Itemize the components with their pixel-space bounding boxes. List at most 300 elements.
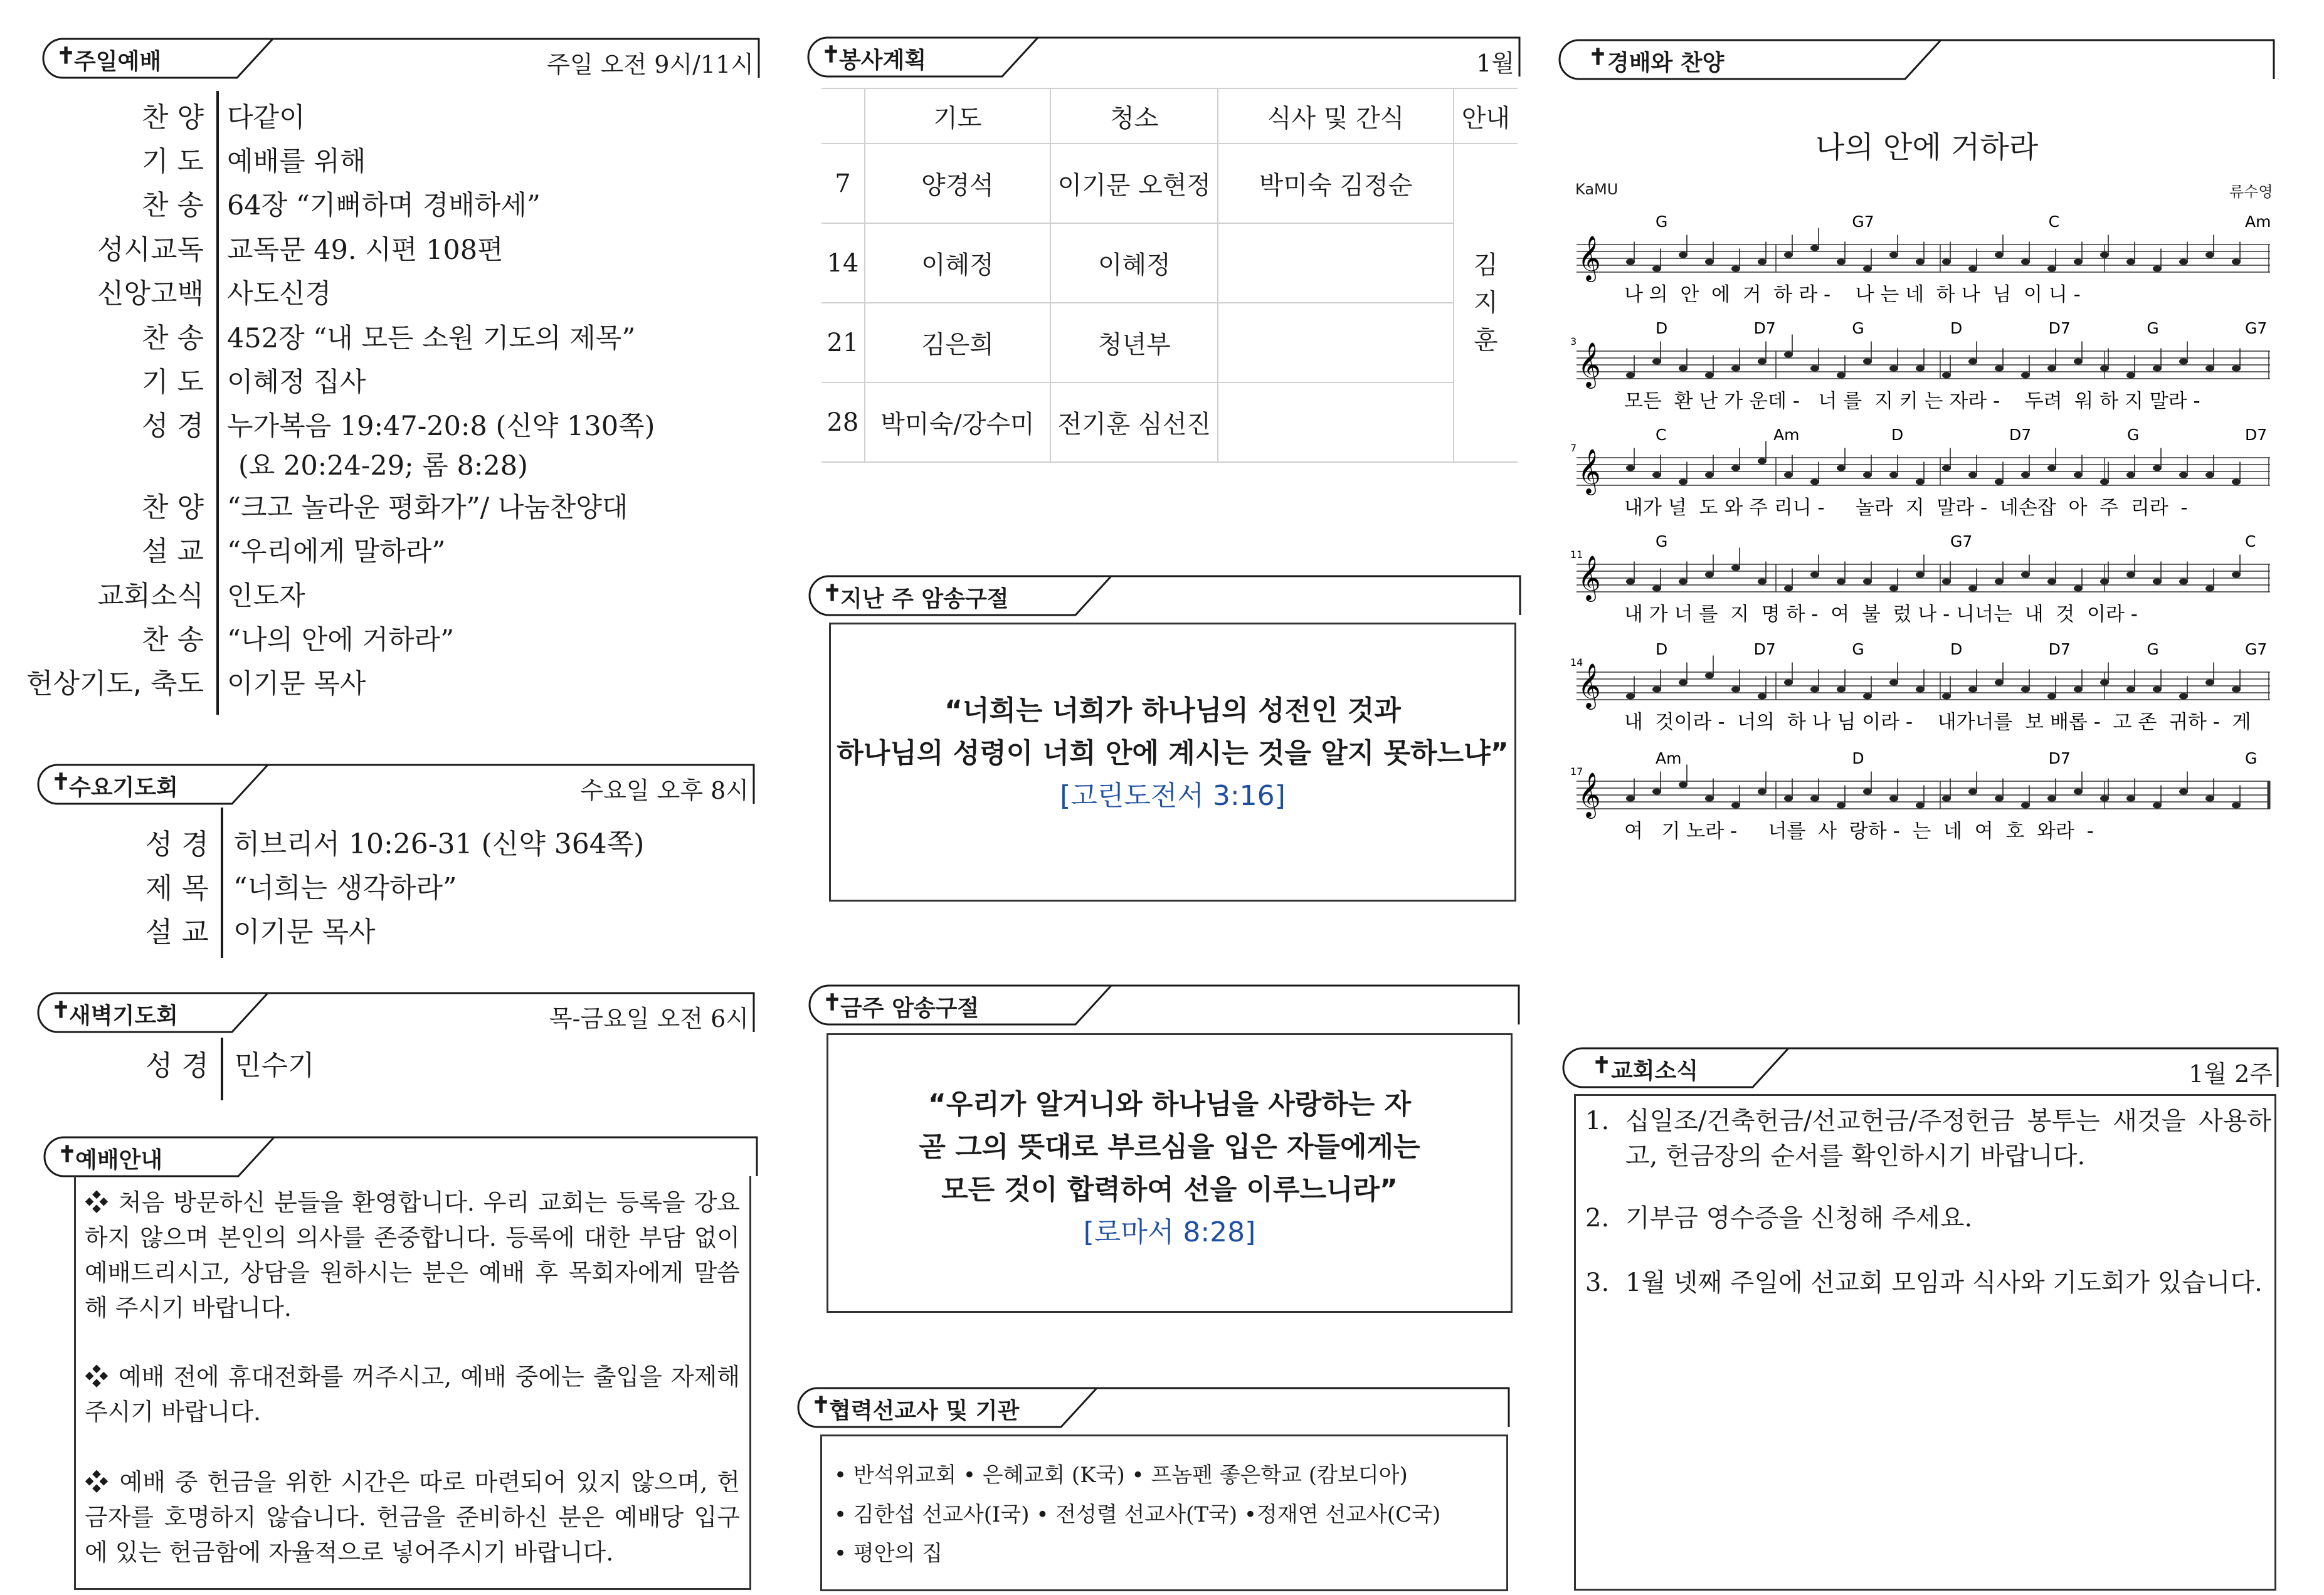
note-head [2126,472,2135,478]
section-title: 봉사계획 [839,48,927,73]
section-tab-last-verse [804,574,1520,615]
note-head [1916,572,1925,578]
mission-line: • 평안의 집 [834,1541,943,1566]
order-value: 이혜정 집사 [227,367,366,398]
table-row [821,144,1518,223]
guide-paragraph: ❖ 예배 중 헌금을 위한 시간은 따로 마련되어 있지 않으며, 헌금자를 호명하지 않습니다. 헌금을 준비하신 분은 예배당 입구에 있는 헌금함에 자율적으로 넣어주시기 바랍니다. [85,1468,740,1566]
guide-person-char: 김 [1474,251,1498,280]
chord-symbol: G [1852,319,1864,337]
guide-person-char: 훈 [1474,326,1498,355]
note-head [1705,673,1714,679]
song-publisher: KaMU [1575,181,1619,198]
note-head [2179,359,2188,365]
section-title: 예배안내 [75,1147,163,1173]
table-header: 식사 및 간식 [1218,88,1453,144]
note-head [1916,687,1925,693]
note-head [2047,366,2056,372]
note-head [1758,359,1767,365]
order-label: 찬 송 [142,624,204,656]
note-head [1942,693,1951,700]
order-label: 성 경 [145,828,209,861]
note-head [2074,687,2083,693]
chord-symbol: D7 [2009,426,2032,444]
order-label: 신앙고백 [97,278,204,310]
note-head [1679,252,1688,258]
note-head [2100,252,2109,258]
order-label: 찬 양 [142,102,204,134]
verse-reference: [고린도전서 3:16] [1060,780,1286,812]
order-value: “나의 안에 거하라” [227,624,455,656]
note-head [1679,579,1688,585]
note-head [1942,579,1951,585]
note-head [1810,245,1819,251]
meal-cell [1218,223,1453,303]
note-head [1784,680,1793,686]
note-head [1758,458,1767,465]
cross-icon: ✝ [58,1141,77,1167]
mission-line: • 김한섭 선교사(I국) • 전성렬 선교사(T국) •정재연 선교사(C국) [834,1502,1441,1527]
meal-cell: 박미숙 김정순 [1218,144,1453,223]
note-head [2205,366,2214,372]
chord-symbol: G [2245,749,2258,767]
note-head [1837,803,1846,809]
note-head [1731,366,1740,372]
verse-line: 모든 것이 합력하여 선을 이루느니라” [941,1174,1398,1206]
section-tab-dawn [33,991,754,1032]
treble-clef-icon: 𝄞 [1578,341,1601,387]
guide-person-cell [1454,144,1518,462]
note-head [1626,372,1635,379]
note-head [1731,465,1740,471]
note-head [2153,803,2162,809]
note-head [1889,586,1898,592]
verse-line: 하나님의 성령이 너희 안에 계시는 것을 알지 못하느냐” [837,737,1509,769]
table-header-row [821,88,1518,144]
order-value: “우리에게 말하라” [227,536,446,567]
note-head [2232,479,2241,485]
note-head [2126,687,2135,693]
section-tab-sunday [38,36,759,78]
score-svg [1568,201,2276,909]
verse-line: 곧 그의 뜻대로 부르심을 입은 자들에게는 [919,1131,1420,1163]
note-head [2074,586,2083,592]
table-header: 기도 [865,88,1050,144]
chord-symbol: D7 [2048,640,2071,658]
song-title: 나의 안에 거하라 [1815,130,2039,165]
note-head [1837,687,1846,693]
verse-reference: [로마서 8:28] [1083,1216,1256,1248]
order-label: 설 교 [142,535,204,567]
note-head [1758,693,1767,700]
lyrics-line: 내가 널 도 와 주 리니 - 놀라 지 말라 - 네손잡 아 주 리라 - [1624,497,2188,519]
note-head [1916,259,1925,265]
service-table [821,88,1518,463]
note-head [1810,366,1819,372]
note-head [1679,366,1688,372]
note-head [2232,366,2241,372]
note-head [1758,789,1767,795]
treble-clef-icon: 𝄞 [1578,662,1601,708]
chord-symbol: G7 [2245,319,2268,337]
staff-system [1570,532,2270,626]
news-text: 기부금 영수증을 신청해 주세요. [1625,1204,1973,1233]
chord-symbol: D [1852,749,1864,767]
note-head [1705,796,1714,802]
note-head [2153,465,2162,471]
day-cell: 14 [821,223,865,303]
treble-clef-icon: 𝄞 [1578,554,1601,600]
order-value: 이기문 목사 [227,668,366,700]
section-tab-worship-song [1554,38,2274,79]
chord-symbol: G [1852,640,1864,658]
staff-system [1577,213,2271,306]
order-label: 설 교 [145,915,209,949]
measure-number: 17 [1570,766,1583,777]
cross-icon: ✝ [1588,44,1608,70]
note-head [2205,472,2214,478]
chord-symbol: G [1656,213,1668,231]
cleaning-cell: 이기문 오현정 [1050,144,1218,223]
note-head [1942,259,1951,265]
note-head [1810,796,1819,802]
note-head [2047,266,2056,272]
note-head [2126,796,2135,802]
section-tab-wednesday [33,762,754,804]
note-head [1626,259,1635,265]
note-head [2126,572,2135,578]
note-head [1863,693,1872,700]
note-head [1652,359,1661,365]
order-value: 민수기 [235,1050,315,1082]
order-value: 452장 “내 모든 소원 기도의 제목” [227,323,636,354]
note-head [2021,372,2030,379]
note-head [2153,579,2162,585]
note-head [2047,796,2056,802]
note-head [1784,352,1793,358]
chord-symbol: C [2245,532,2256,550]
chord-symbol: D [1950,319,1963,337]
table-header [821,88,865,144]
note-head [1784,586,1793,592]
cross-icon: ✝ [56,43,76,69]
guide-paragraph: ❖ 예배 전에 휴대전화를 꺼주시고, 예배 중에는 출입을 자제해주시기 바랍니다. [85,1363,740,1426]
note-head [1916,366,1925,372]
day-cell: 7 [821,144,865,223]
cleaning-cell: 전기훈 심선진 [1050,382,1218,462]
verse-line: “너희는 너희가 하나님의 성전인 것과 [944,695,1401,727]
cross-icon: ✝ [1592,1052,1612,1078]
note-head [1705,259,1714,265]
lyrics-line: 내 가 너 를 지 명 하 - 여 불 렀 나 - 니너는 내 것 이라 - [1624,603,2138,626]
note-head [1995,579,2004,585]
cleaning-cell: 이혜정 [1050,223,1218,303]
note-head [1889,796,1898,802]
note-head [2205,796,2214,802]
verse-line: “우리가 알거니와 하나님을 사랑하는 자 [927,1088,1412,1120]
note-head [1889,680,1898,686]
order-label: 기 도 [142,145,204,177]
note-head [2100,479,2109,485]
last-verse-text [829,690,1516,818]
note-head [2153,687,2162,693]
note-head [1995,252,2004,258]
note-head [1731,565,1740,571]
section-time: 목-금요일 오전 6시 [549,1005,749,1033]
note-head [1837,465,1846,471]
section-title: 협력선교사 및 기관 [829,1398,1020,1424]
note-head [1731,687,1740,693]
order-value: 이기문 목사 [233,916,376,948]
prayer-cell: 양경석 [865,144,1050,223]
order-label: 성 경 [142,410,204,442]
note-head [2021,259,2030,265]
note-head [1863,579,1872,585]
section-title: 지난 주 암송구절 [840,586,1009,612]
treble-clef-icon: 𝄞 [1578,448,1601,493]
note-head [1968,789,1977,795]
chord-symbol: G [1656,532,1668,550]
chord-symbol: D [1656,640,1668,658]
note-head [1889,472,1898,478]
note-head [1942,372,1951,379]
song-composer: 류수영 [2229,183,2273,201]
table-row [821,382,1518,462]
order-label: 찬 송 [142,189,204,221]
order-value: “크고 놀라운 평화가”/ 나눔찬양대 [227,492,628,524]
section-title: 경배와 찬양 [1607,50,1725,76]
staff-system [1570,749,2270,843]
chord-symbol: D [1950,640,1963,658]
note-head [1916,803,1925,809]
note-head [2100,579,2109,585]
note-head [1731,803,1740,809]
note-head [1889,252,1898,258]
note-head [1942,796,1951,802]
note-head [1652,687,1661,693]
note-head [2047,465,2056,471]
meal-cell [1218,382,1453,462]
table-row [821,303,1518,382]
measure-number: 7 [1570,442,1577,454]
note-head [1784,796,1793,802]
measure-number: 3 [1570,335,1577,347]
note-head [2179,693,2188,700]
table-header: 안내 [1454,88,1518,144]
order-label: 성시교독 [97,234,204,266]
lyrics-line: 여 기 노라 - 너를 사 랑하 - 는 네 여 호 와라 - [1624,820,2094,843]
order-label: 제 목 [145,871,209,905]
staff-system [1570,640,2270,734]
cross-icon: ✝ [823,580,842,606]
note-head [2100,366,2109,372]
note-head [1810,687,1819,693]
mission-line: • 반석위교회 • 은혜교회 (K국) • 프놈펜 좋은학교 (캄보디아) [834,1463,1408,1488]
order-value: 예배를 위해 [227,146,366,177]
order-value: 다같이 [227,102,305,134]
prayer-cell: 김은희 [865,303,1050,382]
order-label: 성 경 [145,1049,209,1082]
note-head [1863,266,1872,272]
note-head [1995,680,2004,686]
note-head [2100,680,2109,686]
order-value: 64장 “기뻐하며 경배하세” [227,190,541,221]
note-head [2205,586,2214,592]
news-number: 3. [1585,1268,1610,1297]
order-value: “너희는 생각하라” [233,872,457,904]
section-tab-missions [793,1386,1509,1427]
note-head [2153,266,2162,272]
order-value: 히브리서 10:26-31 (신약 364쪽) [233,828,645,860]
measure-number: 14 [1570,656,1583,668]
note-head [1705,372,1714,379]
note-head [2074,472,2083,478]
note-head [1968,472,1977,478]
chord-symbol: D7 [2048,749,2071,767]
order-value: 교독문 49. 시편 108편 [227,234,504,266]
staff-system [1570,426,2270,519]
chord-symbol: Am [1773,426,1800,444]
chord-symbol: G [2147,319,2159,337]
section-title: 교회소식 [1611,1058,1699,1084]
section-tab-this-verse [804,983,1519,1024]
treble-clef-icon: 𝄞 [1578,771,1601,817]
treble-clef-icon: 𝄞 [1578,234,1601,280]
note-head [1810,479,1819,485]
news-text: 십일조/건축헌금/선교헌금/주정헌금 봉투는 새것을 사용하고, 헌금장의 순서를 확인하시기 바랍니다. [1625,1107,2271,1171]
note-head [1731,266,1740,272]
chord-symbol: G7 [1852,213,1874,231]
chord-symbol: D [1891,426,1904,444]
section-title: 주일예배 [74,49,162,75]
section-title: 새벽기도회 [69,1003,178,1029]
note-head [1784,252,1793,258]
note-head [1705,472,1714,478]
section-time: 주일 오전 9시/11시 [547,51,754,78]
chord-symbol: D7 [2245,426,2268,444]
note-head [2021,472,2030,478]
note-head [1863,789,1872,795]
note-head [2021,687,2030,693]
meal-cell [1218,303,1453,382]
order-divider [216,91,219,715]
order-label: 헌상기도, 축도 [26,668,204,700]
note-head [1679,782,1688,788]
note-head [2126,372,2135,379]
note-head [1863,472,1872,478]
note-head [1652,472,1661,478]
note-head [1758,579,1767,585]
note-head [2232,803,2241,809]
news-text: 1월 넷째 주일에 선교회 모임과 식사와 기도회가 있습니다. [1625,1268,2263,1297]
chord-symbol: D7 [2048,319,2071,337]
note-head [1652,789,1661,795]
day-cell: 28 [821,382,865,462]
chord-symbol: Am [1656,749,1682,767]
lyrics-line: 내 것이라 - 너의 하 나 님 이라 - 내가너를 보 배롭 - 고 존 귀하 - 게 [1624,711,2251,734]
note-head [1652,586,1661,592]
cross-icon: ✝ [51,769,71,795]
lyrics-line: 나 의 안 에 거 하 라 - 나 는 네 하 나 님 이 니 - [1624,283,2081,306]
chord-symbol: C [2048,213,2060,231]
note-head [1626,796,1635,802]
prayer-cell: 박미숙/강수미 [865,382,1050,462]
cross-icon: ✝ [821,41,841,68]
note-head [1626,465,1635,471]
prayer-cell: 이혜정 [865,223,1050,303]
news-number: 2. [1585,1204,1610,1233]
chord-symbol: D7 [1753,640,1776,658]
order-value: 인도자 [227,581,305,612]
note-head [2232,572,2241,578]
chord-symbol: G7 [1950,532,1973,550]
note-head [1837,579,1846,585]
measure-number: 11 [1570,549,1583,561]
note-head [2126,259,2135,265]
section-week: 1월 2주 [2189,1060,2273,1088]
chord-symbol: Am [2245,213,2271,231]
staff-system [1570,319,2270,413]
section-title: 수요기도회 [69,775,178,801]
chord-symbol: G7 [2245,640,2268,658]
note-head [1942,465,1951,471]
order-divider [221,808,223,958]
note-head [2021,572,2030,578]
note-head [1968,359,1977,365]
order-divider [221,1038,223,1100]
section-month: 1월 [1476,50,1514,77]
note-head [1968,687,1977,693]
note-head [2100,796,2109,802]
section-tab-guide [39,1135,757,1176]
order-label: 기 도 [142,366,204,398]
chord-symbol: D [1656,319,1668,337]
note-head [2205,252,2214,258]
note-head [2179,259,2188,265]
note-head [2047,693,2056,700]
note-head [2232,259,2241,265]
note-head [1863,359,1872,365]
note-head [1679,680,1688,686]
note-head [1758,259,1767,265]
note-head [1837,372,1846,379]
day-cell: 21 [821,303,865,382]
note-head [2074,259,2083,265]
note-head [1995,366,2004,372]
note-head [1916,479,1925,485]
table-header: 청소 [1050,88,1218,144]
order-label: 찬 양 [142,492,204,524]
note-head [1837,259,1846,265]
guide-person-char: 지 [1474,288,1498,317]
section-title: 금주 암송구절 [840,996,980,1021]
cleaning-cell: 청년부 [1050,303,1218,382]
chord-symbol: G [2147,640,2159,658]
note-head [1705,572,1714,578]
order-value: (요 20:24-29; 롬 8:28) [238,450,528,482]
lyrics-line: 모든 환 난 가 운데 - 너 를 지 키 는 자라 - 두려 워 하 지 말라 - [1624,390,2200,413]
note-head [1626,579,1635,585]
order-label: 찬 송 [142,322,204,354]
note-head [1810,572,1819,578]
cross-icon: ✝ [51,997,71,1023]
table-row [821,223,1518,303]
note-head [1968,266,1977,272]
section-tab-service [803,35,1519,76]
note-head [1784,472,1793,478]
this-verse-text [827,1083,1513,1254]
chord-symbol: D7 [1753,319,1776,337]
section-tab-news [1558,1046,2278,1087]
